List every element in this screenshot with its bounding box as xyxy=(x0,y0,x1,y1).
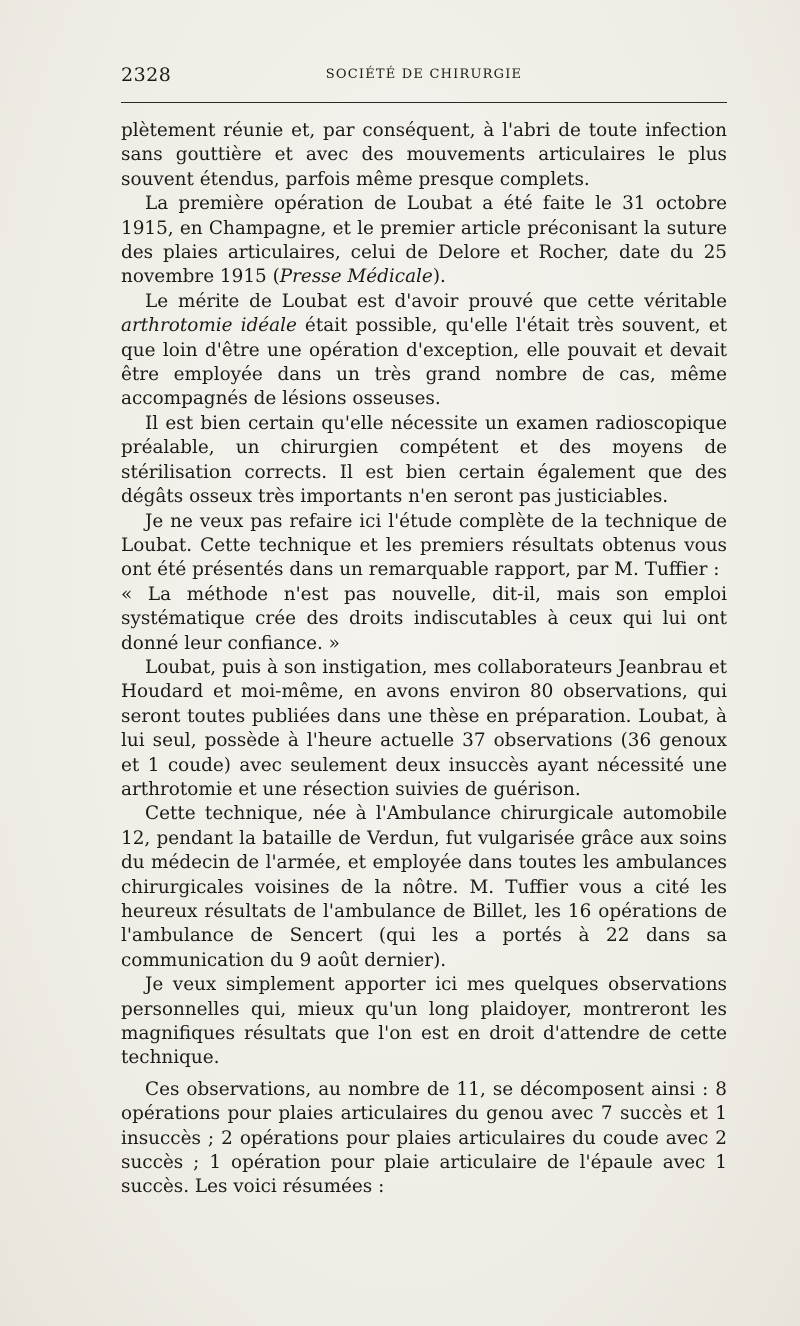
paragraph: Il est bien certain qu'elle nécessite un examen radioscopique préalable, un chirurgien compétent et des moyens de stérilisation corrects. Il est bien certain également que des dégâts osseux très importants n'en seront pas justiciables. xyxy=(121,412,727,508)
paragraph xyxy=(121,290,727,412)
paragraph: Loubat, puis à son instigation, mes collaborateurs Jeanbrau et Houdard et moi-même, en avons environ 80 observations, qui seront toutes publiées dans une thèse en préparation. Loubat, à lui seul, possède à l'heure actuelle 37 observations (36 genoux et 1 coude) avec seulement deux insuccès ayant nécessité une arthrotomie et une résection suivies de guérison. xyxy=(121,656,727,800)
quotation: « La méthode n'est pas nouvelle, dit-il, mais son emploi systématique crée des droits indiscutables à ceux qui lui ont donné leur confiance. » xyxy=(121,583,727,654)
body-text xyxy=(121,119,727,1200)
paragraph-text: était possible, qu'elle l'était très souvent, et que loin d'être une opération d'exception, elle pouvait et devait être employée dans un très grand nombre de cas, même accompagnés de lésions osseuses. xyxy=(121,315,727,410)
citation-open: ( xyxy=(266,266,280,288)
paragraph xyxy=(121,192,727,290)
paragraph-continuation: plètement réunie et, par conséquent, à l'abri de toute infection sans gouttière et avec des mouvements articulaires le plus souvent étendus, parfois même presque complets. xyxy=(121,120,727,190)
citation-close: ). xyxy=(432,266,446,288)
page-header xyxy=(121,64,727,94)
citation-title: Presse Médicale xyxy=(279,266,433,288)
emphasized-term: arthrotomie idéale xyxy=(121,315,297,337)
paragraph: Ces observations, au nombre de 11, se décomposent ainsi : 8 opérations pour plaies articulaires du genou avec 7 succès et 1 insuccès ; 2 opérations pour plaies articulaires du coude avec 2 succès ; 1 opération pour plaie articulaire de l'épaule avec 1 succès. Les voici résumées : xyxy=(121,1078,727,1198)
page-number: 2328 xyxy=(121,64,172,86)
paragraph-text: Le mérite de Loubat est d'avoir prouvé que cette véritable xyxy=(145,290,727,312)
paragraph: Cette technique, née à l'Ambulance chirurgicale automobile 12, pendant la bataille de Verdun, fut vulgarisée grâce aux soins du médecin de l'armée, et employée dans toutes les ambulances chirurgicales voisines de la nôtre. M. Tuffier vous a cité les heureux résultats de l'ambulance de Billet, les 16 opérations de l'ambulance de Sencert (qui les a portés à 22 dans sa communication du 9 août dernier). xyxy=(121,803,727,971)
paragraph-text: La première opération de Loubat a été faite le 31 octobre 1915, en Champagne, et le premier article préconisant la suture des plaies articulaires, celui de Delore et Rocher, date du 25 novembre 1915 xyxy=(121,193,727,288)
header-rule xyxy=(121,102,727,103)
running-title: SOCIÉTÉ DE CHIRURGIE xyxy=(325,67,523,82)
paragraph: Je veux simplement apporter ici mes quelques observations personnelles qui, mieux qu'un long plaidoyer, montreront les magnifiques résultats que l'on est en droit d'attendre de cette technique. xyxy=(121,974,727,1069)
paragraph: Je ne veux pas refaire ici l'étude complète de la technique de Loubat. Cette technique et les premiers résultats obtenus vous ont été présentés dans un remarquable rapport, par M. Tuffier : xyxy=(121,510,727,581)
